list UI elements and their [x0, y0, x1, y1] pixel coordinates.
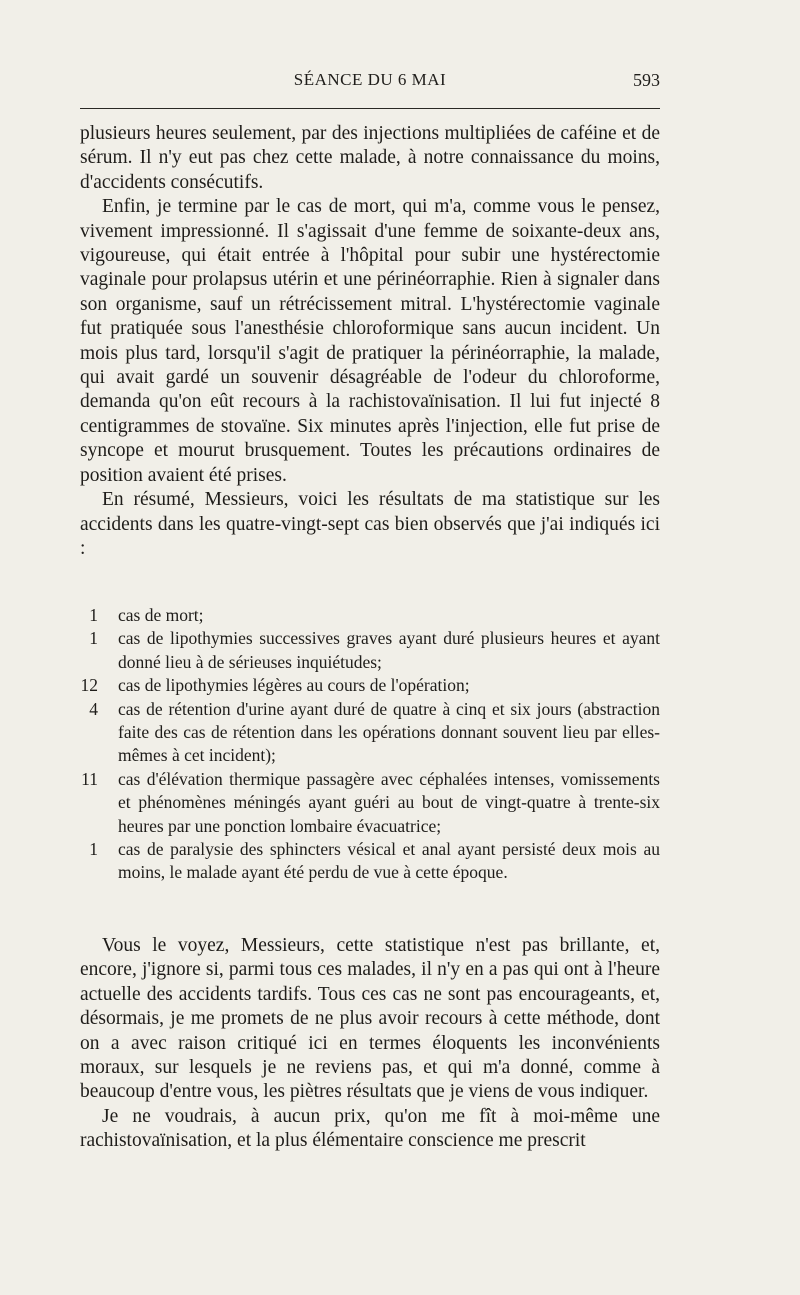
- paragraph: Vous le voyez, Messieurs, cette statistique n'est pas brillante, et, encore, j'ignore si, parmi tous ces malades, il n'y en a pas qui ont à l'heure actuelle des accidents tardifs. Tous ces cas ne sont pas encourageants, et, désormais, je me promets de ne plus avoir recours à cette méthode, dont on a avec raison critiqué ici en termes éloquents les inconvénients moraux, sur lesquels je ne reviens pas, et qui m'a donné, comme à beaucoup d'entre vous, les piètres résultats que je viens de vous indiquer.: [80, 935, 660, 1103]
- list-item-count: 11: [81, 768, 98, 789]
- list-item: [80, 698, 660, 768]
- statistics-list: [80, 604, 660, 885]
- list-item-text: cas de paralysie des sphincters vésical et anal ayant persisté deux mois au moins, le malade ayant été perdu de vue à cette époque.: [118, 839, 660, 883]
- list-item: [80, 674, 660, 697]
- list-item-text: cas de lipothymies successives graves ayant duré plusieurs heures et ayant donné lieu à de sérieuses inquiétudes;: [118, 628, 660, 672]
- list-item-count: 12: [80, 675, 98, 696]
- paragraph: plusieurs heures seulement, par des injections multipliées de caféine et de sérum. Il n'y eut pas chez cette malade, à notre connaissance du moins, d'accidents consécutifs.: [80, 123, 660, 193]
- page-number: 593: [633, 70, 660, 90]
- list-item: [80, 838, 660, 885]
- list-item-count: 1: [89, 628, 98, 649]
- list-item-text: cas de lipothymies légères au cours de l'opération;: [118, 675, 470, 696]
- list-item-text: cas de rétention d'urine ayant duré de quatre à cinq et six jours (abstraction faite des cas de rétention dans les opérations donnant souvent lieu par elles-mêmes à cet incident);: [118, 698, 660, 766]
- body-text-bottom: [80, 934, 660, 1154]
- list-item-count: 1: [89, 839, 98, 860]
- list-item: [80, 604, 660, 627]
- page-header: [80, 70, 660, 98]
- list-item: [80, 627, 660, 674]
- list-item-text: cas d'élévation thermique passagère avec céphalées intenses, vomissements et phénomènes méningés ayant guéri au bout de vingt-quatre à trente-six heures par une ponction lombaire évacuatrice;: [118, 768, 660, 836]
- paragraph: En résumé, Messieurs, voici les résultats de ma statistique sur les accidents dans les quatre-vingt-sept cas bien observés que j'ai indiqués ici :: [80, 489, 660, 559]
- header-rule: [80, 108, 660, 109]
- list-item: [80, 768, 660, 838]
- body-text-top: [80, 122, 660, 561]
- list-item-text: cas de mort;: [118, 605, 204, 625]
- paragraph: Je ne voudrais, à aucun prix, qu'on me fît à moi-même une rachistovaïnisation, et la plus élémentaire conscience me prescrit: [80, 1105, 660, 1152]
- paragraph: Enfin, je termine par le cas de mort, qui m'a, comme vous le pensez, vivement impressionné. Il s'agissait d'une femme de soixante-deux ans, vigoureuse, qui était entrée à l'hôpital pour subir une hystérectomie vaginale pour prolapsus utérin et une périnéorraphie. Rien à signaler dans son organisme, sauf un rétrécissement mitral. L'hystérectomie vaginale fut pratiquée sous l'anesthésie chloroformique sans aucun incident. Un mois plus tard, lorsqu'il s'agit de pratiquer la périnéorraphie, la malade, qui avait gardé un souvenir désagréable de l'odeur du chloroforme, demanda qu'on eût recours à la rachistovaïnisation. Il lui fut injecté 8 centigrammes de stovaïne. Six minutes après l'injection, elle fut prise de syncope et mourut brusquement. Toutes les précautions ordinaires de position avaient été prises.: [80, 196, 660, 486]
- running-title: SÉANCE DU 6 MAI: [293, 70, 447, 89]
- list-item-count: 4: [89, 698, 98, 719]
- list-item-count: 1: [89, 605, 98, 625]
